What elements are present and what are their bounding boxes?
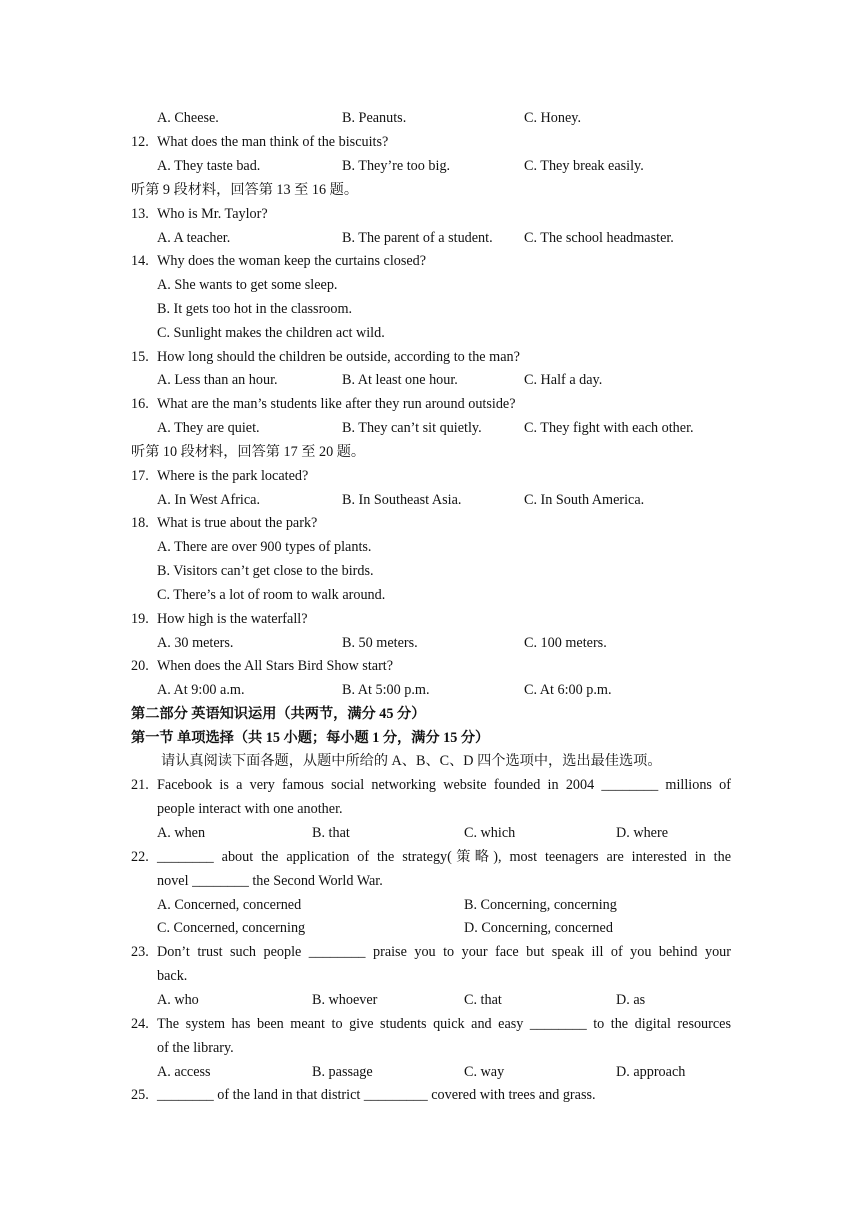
q16-option-c: C. They fight with each other.	[524, 420, 694, 436]
q14-option-b: B. It gets too hot in the classroom.	[157, 301, 353, 317]
q21-number: 21.	[131, 777, 149, 793]
q23-text-line2: back.	[157, 968, 188, 984]
q18-text: What is true about the park?	[157, 515, 318, 531]
q12-option-a: A. They taste bad.	[157, 158, 261, 174]
q12-text: What does the man think of the biscuits?	[157, 134, 389, 150]
q23-option-b: B. whoever	[312, 992, 378, 1008]
q15-number: 15.	[131, 349, 149, 365]
q13-option-b: B. The parent of a student.	[342, 230, 493, 246]
q24-option-d: D. approach	[616, 1064, 686, 1080]
q13-number: 13.	[131, 206, 149, 222]
q15-option-b: B. At least one hour.	[342, 372, 458, 388]
q24-option-c: C. way	[464, 1064, 505, 1080]
q13-option-c: C. The school headmaster.	[524, 230, 674, 246]
q22-option-d: D. Concerning, concerned	[464, 920, 613, 936]
q11-option-b: B. Peanuts.	[342, 110, 407, 126]
q17-option-a: A. In West Africa.	[157, 492, 261, 508]
q25-text: ________ of the land in that district _________ covered with trees and grass.	[157, 1087, 596, 1103]
part2-header: 第二部分 英语知识运用（共两节，满分 45 分）	[131, 706, 426, 722]
q14-number: 14.	[131, 253, 149, 269]
q17-text: Where is the park located?	[157, 468, 309, 484]
q23-number: 23.	[131, 944, 149, 960]
q13-text: Who is Mr. Taylor?	[157, 206, 268, 222]
section1-header: 第一节 单项选择（共 15 小题；每小题 1 分，满分 15 分）	[131, 730, 490, 746]
q11-option-c: C. Honey.	[524, 110, 582, 126]
q18-option-c: C. There’s a lot of room to walk around.	[157, 587, 386, 603]
q12-option-c: C. They break easily.	[524, 158, 644, 174]
q19-text: How high is the waterfall?	[157, 611, 308, 627]
q23-option-d: D. as	[616, 992, 646, 1008]
q22-option-a: A. Concerned, concerned	[157, 897, 302, 913]
q14-option-c: C. Sunlight makes the children act wild.	[157, 325, 385, 341]
q15-option-a: A. Less than an hour.	[157, 372, 278, 388]
q14-text: Why does the woman keep the curtains closed?	[157, 253, 427, 269]
q21-option-c: C. which	[464, 825, 516, 841]
q21-option-d: D. where	[616, 825, 668, 841]
q25-number: 25.	[131, 1087, 149, 1103]
q19-number: 19.	[131, 611, 149, 627]
q22-option-c: C. Concerned, concerning	[157, 920, 306, 936]
q24-option-b: B. passage	[312, 1064, 373, 1080]
q18-option-a: A. There are over 900 types of plants.	[157, 539, 372, 555]
q20-option-c: C. At 6:00 p.m.	[524, 682, 612, 698]
q23-text-line1: Don’t trust such people ________ praise you to your face but speak ill of you behind your	[157, 944, 731, 960]
q13-option-a: A. A teacher.	[157, 230, 231, 246]
q22-option-b: B. Concerning, concerning	[464, 897, 617, 913]
q18-number: 18.	[131, 515, 149, 531]
q20-option-b: B. At 5:00 p.m.	[342, 682, 430, 698]
q24-number: 24.	[131, 1016, 149, 1032]
q23-option-a: A. who	[157, 992, 199, 1008]
q15-text: How long should the children be outside, according to the man?	[157, 349, 520, 365]
q16-option-b: B. They can’t sit quietly.	[342, 420, 482, 436]
q24-text-line2: of the library.	[157, 1040, 234, 1056]
q11-option-a: A. Cheese.	[157, 110, 219, 126]
q22-number: 22.	[131, 849, 149, 865]
q24-text-line1: The system has been meant to give students quick and easy ________ to the digital resources	[157, 1016, 731, 1032]
q20-option-a: A. At 9:00 a.m.	[157, 682, 245, 698]
q12-option-b: B. They’re too big.	[342, 158, 451, 174]
q14-option-a: A. She wants to get some sleep.	[157, 277, 338, 293]
section9-header: 听第 9 段材料，回答第 13 至 16 题。	[131, 182, 359, 198]
q17-option-c: C. In South America.	[524, 492, 645, 508]
q22-text-line2: novel ________ the Second World War.	[157, 873, 383, 889]
instructions: 请认真阅读下面各题，从题中所给的 A、B、C、D 四个选项中，选出最佳选项。	[161, 753, 662, 769]
q21-option-b: B. that	[312, 825, 350, 841]
q16-text: What are the man’s students like after they run around outside?	[157, 396, 516, 412]
q17-option-b: B. In Southeast Asia.	[342, 492, 462, 508]
q19-option-c: C. 100 meters.	[524, 635, 607, 651]
q16-option-a: A. They are quiet.	[157, 420, 260, 436]
q17-number: 17.	[131, 468, 149, 484]
q18-option-b: B. Visitors can’t get close to the birds.	[157, 563, 374, 579]
q21-text-line1: Facebook is a very famous social networking website founded in 2004 ________ millions of	[157, 777, 731, 793]
q24-option-a: A. access	[157, 1064, 211, 1080]
q20-number: 20.	[131, 658, 149, 674]
q22-text-line1: ________ about the application of the strategy(策略), most teenagers are interested in the	[157, 849, 731, 865]
q16-number: 16.	[131, 396, 149, 412]
q19-option-b: B. 50 meters.	[342, 635, 418, 651]
q15-option-c: C. Half a day.	[524, 372, 603, 388]
q19-option-a: A. 30 meters.	[157, 635, 234, 651]
q12-number: 12.	[131, 134, 149, 150]
q21-option-a: A. when	[157, 825, 206, 841]
q23-option-c: C. that	[464, 992, 502, 1008]
q21-text-line2: people interact with one another.	[157, 801, 343, 817]
q20-text: When does the All Stars Bird Show start?	[157, 658, 394, 674]
section10-header: 听第 10 段材料，回答第 17 至 20 题。	[131, 444, 366, 460]
